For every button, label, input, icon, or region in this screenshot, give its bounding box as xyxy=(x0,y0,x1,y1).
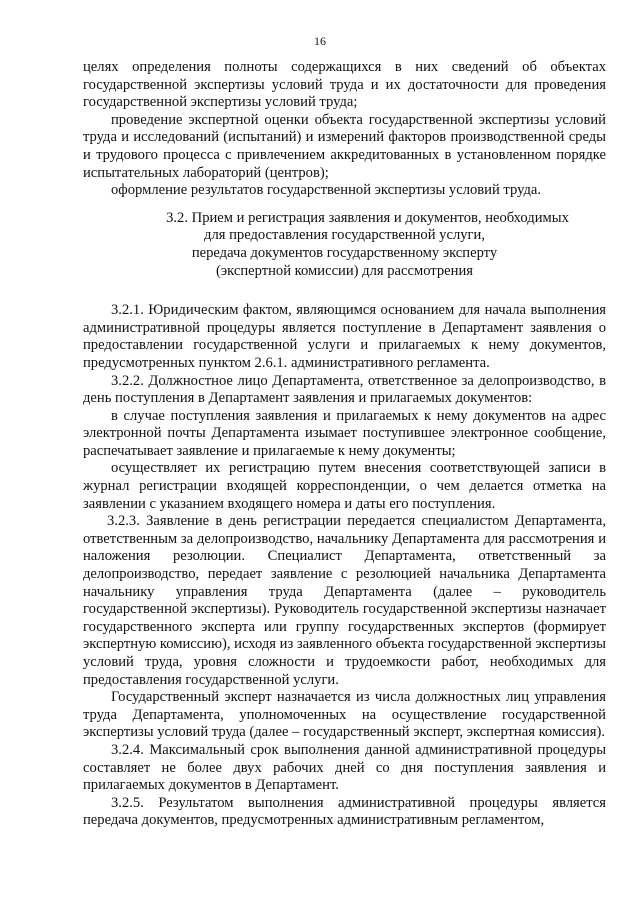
paragraph-3-2-2-email: в случае поступления заявления и прилагаемых к нему документов на адрес электронной почты Департамента изымает поступившее электронное сообщение, распечатывает заявление и прилагаемые к нему документы; xyxy=(83,407,606,459)
paragraph-3-2-1: 3.2.1. Юридическим фактом, являющимся основанием для начала выполнения административной процедуры является поступление в Департамент заявления о предоставлении государственной услуги и прилагаемых к нему документов, предусмотренных пунктом 2.6.1. административного регламента. xyxy=(83,302,606,371)
page-number: 16 xyxy=(314,34,326,48)
paragraph-3-2-4: 3.2.4. Максимальный срок выполнения данной административной процедуры составляет не более двух рабочих дней со дня поступления заявления и прилагаемых документов в Департамент. xyxy=(83,741,606,794)
section-heading xyxy=(83,210,606,280)
document-text xyxy=(83,59,606,830)
section-heading-line-3: передача документов государственному эксперту xyxy=(191,244,498,261)
paragraph-3-2-2-registration: осуществляет их регистрацию путем внесения соответствующей записи в журнал регистрации входящей корреспонденции, о чем делается отметка на заявлении с указанием входящего номера и даты его поступления. xyxy=(83,460,606,512)
paragraph-3-2-2: 3.2.2. Должностное лицо Департамента, ответственное за делопроизводство, в день поступления в Департамент заявления и прилагаемых документов: xyxy=(83,372,606,407)
section-heading-line-1: 3.2. Прием и регистрация заявления и документов, необходимых xyxy=(166,209,569,226)
paragraph-3-2-3: 3.2.3. Заявление в день регистрации передается специалистом Департамента, ответственным за делопроизводство, начальнику Департамента для рассмотрения и наложения резолюции. Специалист Департамента, ответственный за делопроизводство, передает заявление с резолюцией начальника Департамента начальнику управления труда Департамента (далее – руководитель государственной экспертизы). Руководитель государственной экспертизы назначает государственного эксперта или группу государственных экспертов (формирует экспертную комиссию), исходя из заявленного объекта государственной экспертизы условий труда, уровня сложности и трудоемкости работ, необходимых для предоставления государственной услуги. xyxy=(83,513,606,688)
section-heading-line-2: для предоставления государственной услуги, xyxy=(204,227,485,244)
paragraph-results-formalization: оформление результатов государственной экспертизы условий труда. xyxy=(111,182,542,199)
paragraph-3-2-3-expert: Государственный эксперт назначается из числа должностных лиц управления труда Департамента, уполномоченных на осуществление государственной экспертизы условий труда (далее – государственный эксперт, экспертная комиссия). xyxy=(83,689,606,741)
paragraph-continuation: целях определения полноты содержащихся в них сведений об объектах государственной экспертизы условий труда и их достаточности для проведения государственной экспертизы условий труда; xyxy=(83,59,606,111)
paragraph-3-2-5: 3.2.5. Результатом выполнения административной процедуры является передача документов, предусмотренных административным регламентом, xyxy=(83,794,606,829)
paragraph-expert-evaluation: проведение экспертной оценки объекта государственной экспертизы условий труда и исследований (испытаний) и измерений факторов производственной среды и трудового процесса с привлечением аккредитованных в установленном порядке испытательных лабораторий (центров); xyxy=(83,111,606,181)
section-heading-line-4: (экспертной комиссии) для рассмотрения xyxy=(216,262,473,279)
